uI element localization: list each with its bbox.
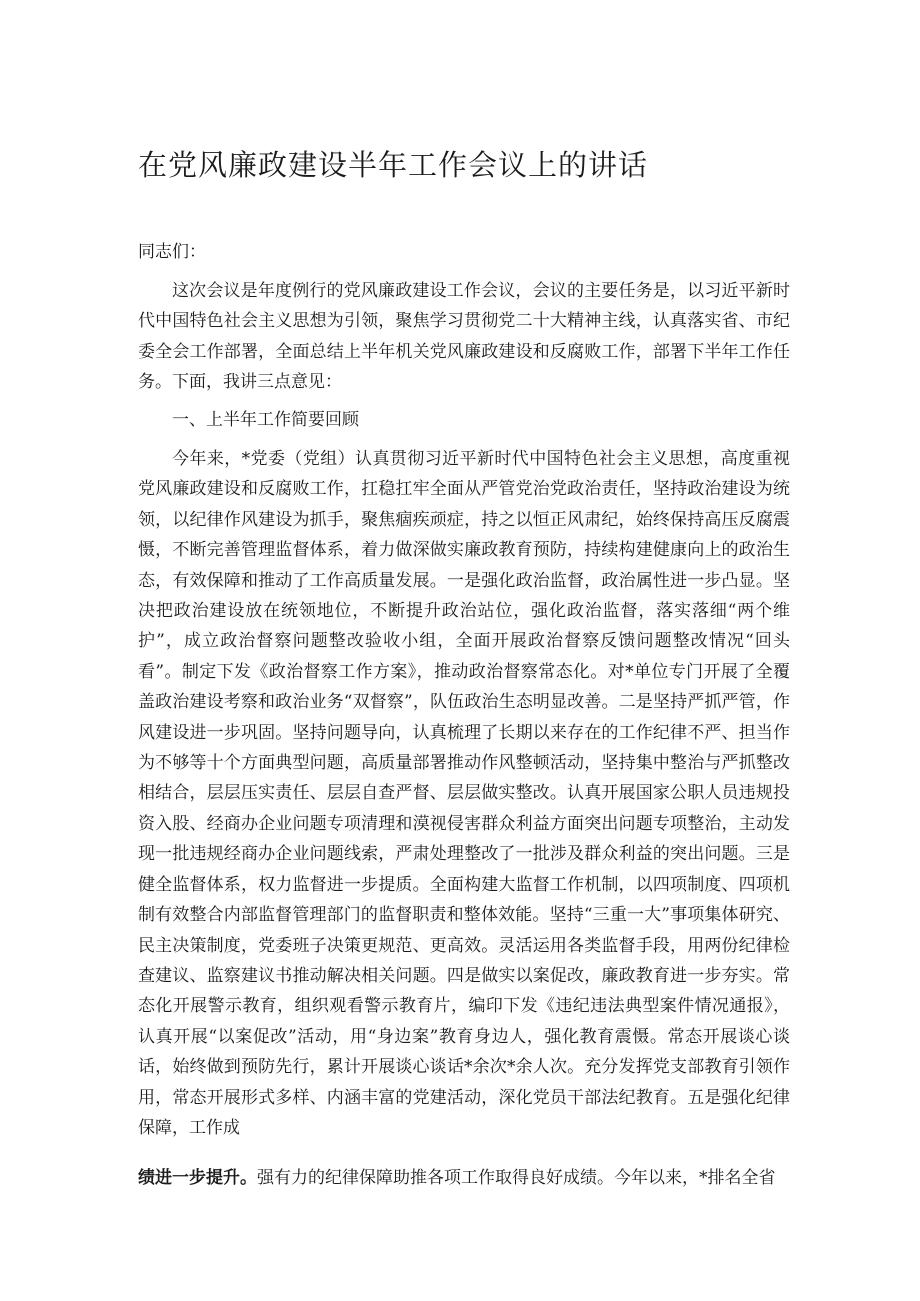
continuation-text: 强有力的纪律保障助推各项工作取得良好成绩。今年以来，*排名全省 xyxy=(257,1168,776,1188)
continuation-bold-text: 绩进一步提升。 xyxy=(138,1168,257,1188)
salutation: 同志们： xyxy=(138,242,206,262)
continuation-paragraph xyxy=(138,1163,798,1193)
document-title: 在党风廉政建设半年工作会议上的讲话 xyxy=(138,148,649,182)
intro-paragraph: 这次会议是年度例行的党风廉政建设工作会议，会议的主要任务是，以习近平新时代中国特色社会主义思想为引领，聚焦学习贯彻党二十大精神主线，认真落实省、市纪委全会工作部署，全面总结上半年机关党风廉政建设和反腐败工作，部署下半年工作任务。下面，我讲三点意见： xyxy=(138,281,790,393)
section-heading: 一、上半年工作简要回顾 xyxy=(172,410,359,430)
section-body-paragraph: 今年来，*党委（党组）认真贯彻习近平新时代中国特色社会主义思想，高度重视党风廉政建设和反腐败工作，扛稳扛牢全面从严管党治党政治责任，坚持政治建设为统领，以纪律作风建设为抓手，聚焦痼疾顽症，持之以恒正风肃纪，始终保持高压反腐震慑，不断完善管理监督体系，着力做深做实廉政教育预防，持续构建健康向上的政治生态，有效保障和推动了工作高质量发展。一是强化政治监督，政治属性进一步凸显。坚决把政治建设放在统领地位，不断提升政治站位，强化政治监督，落实落细“两个维护”，成立政治督察问题整改验收小组，全面开展政治督察反馈问题整改情况“回头看”。制定下发《政治督察工作方案》，推动政治督察常态化。对*单位专门开展了全覆盖政治建设考察和政治业务“双督察”，队伍政治生态明显改善。二是坚持严抓严管，作风建设进一步巩固。坚持问题导向，认真梳理了长期以来存在的工作纪律不严、担当作为不够等十个方面典型问题，高质量部署推动作风整顿活动，坚持集中整治与严抓整改相结合，层层压实责任、层层自查严督、层层做实整改。认真开展国家公职人员违规投资入股、经商办企业问题专项清理和漠视侵害群众利益方面突出问题专项整治，主动发现一批违规经商办企业问题线索，严肃处理整改了一批涉及群众利益的突出问题。三是健全监督体系，权力监督进一步提质。全面构建大监督工作机制，以四项制度、四项机制有效整合内部监督管理部门的监督职责和整体效能。坚持“三重一大”事项集体研究、民主决策制度，党委班子决策更规范、更高效。灵活运用各类监督手段，用两份纪律检查建议、监察建议书推动解决相关问题。四是做实以案促改，廉政教育进一步夯实。常态化开展警示教育，组织观看警示教育片，编印下发《违纪违法典型案件情况通报》，认真开展“以案促改”活动，用“身边案”教育身边人，强化教育震慑。常态开展谈心谈话，始终做到预防先行，累计开展谈心谈话*余次*余人次。充分发挥党支部教育引领作用，常态开展形式多样、内涵丰富的党建活动，深化党员干部法纪教育。五是强化纪律保障，工作成 xyxy=(138,449,790,1138)
